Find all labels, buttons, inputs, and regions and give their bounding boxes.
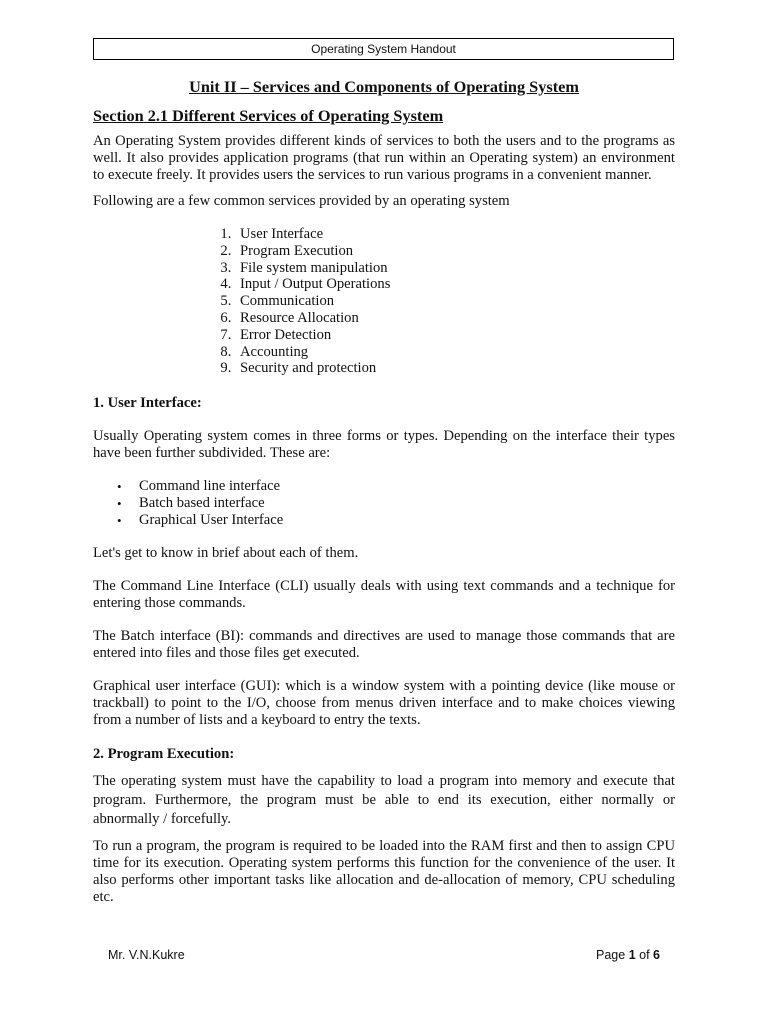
page-label: Page — [596, 948, 626, 962]
bi-paragraph: The Batch interface (BI): commands and directives are used to manage those commands that are entered into files and those files get executed. — [93, 628, 675, 662]
page-of: of — [639, 948, 650, 962]
list-item: 4. Input / Output Operations — [235, 276, 675, 293]
header-title-box — [93, 38, 674, 60]
footer-page-number — [596, 948, 660, 962]
intro-paragraph: An Operating System provides different kinds of services to both the users and to the programs as well. It also provides application programs (that run within an Operating system) an environment to execute freely. It provides users the services to run various programs in a convenient manner. — [93, 133, 675, 183]
list-item: 2. Program Execution — [235, 243, 675, 260]
interface-forms-list — [93, 478, 675, 529]
user-interface-paragraph: Usually Operating system comes in three forms or types. Depending on the interface their types have been further subdivided. These are: — [93, 428, 675, 462]
gui-paragraph: Graphical user interface (GUI): which is a window system with a pointing device (like mouse or trackball) to point to the I/O, choose from menus driven interface and to make choices viewing from a number of lists and a keyboard to entry the texts. — [93, 678, 675, 729]
footer-author: Mr. V.N.Kukre — [108, 948, 185, 962]
program-execution-paragraph-2: To run a program, the program is required to be loaded into the RAM first and then to assign CPU time for its execution. Operating system performs this function for the convenience of the user. It also performs other important tasks like allocation and de-allocation of memory, CPU scheduling etc. — [93, 838, 675, 906]
list-item: 3. File system manipulation — [235, 260, 675, 277]
lead-in-paragraph: Let's get to know in brief about each of them. — [93, 545, 359, 562]
header-title: Operating System Handout — [311, 42, 456, 56]
list-item: 7. Error Detection — [235, 327, 675, 344]
services-intro: Following are a few common services provided by an operating system — [93, 193, 510, 209]
services-list — [93, 226, 675, 377]
page-total: 6 — [653, 948, 660, 962]
list-item: 5. Communication — [235, 293, 675, 310]
list-item: • Command line interface — [139, 478, 675, 495]
list-item: • Graphical User Interface — [139, 512, 675, 529]
list-item: 9. Security and protection — [235, 360, 675, 377]
section-title: Section 2.1 Different Services of Operating System — [93, 106, 444, 125]
list-item: 1. User Interface — [235, 226, 675, 243]
program-execution-heading: 2. Program Execution: — [93, 746, 235, 763]
list-item: • Batch based interface — [139, 495, 675, 512]
unit-title: Unit II – Services and Components of Operating System — [189, 77, 579, 96]
program-execution-paragraph-1: The operating system must have the capability to load a program into memory and execute that program. Furthermore, the program must be able to end its execution, either normally or abnormally / forcefully. — [93, 773, 675, 828]
page-content — [93, 76, 675, 906]
user-interface-heading: 1. User Interface: — [93, 395, 202, 412]
list-item: 6. Resource Allocation — [235, 310, 675, 327]
list-item: 8. Accounting — [235, 344, 675, 361]
page-current: 1 — [628, 948, 636, 962]
cli-paragraph: The Command Line Interface (CLI) usually deals with using text commands and a technique for entering those commands. — [93, 578, 675, 612]
